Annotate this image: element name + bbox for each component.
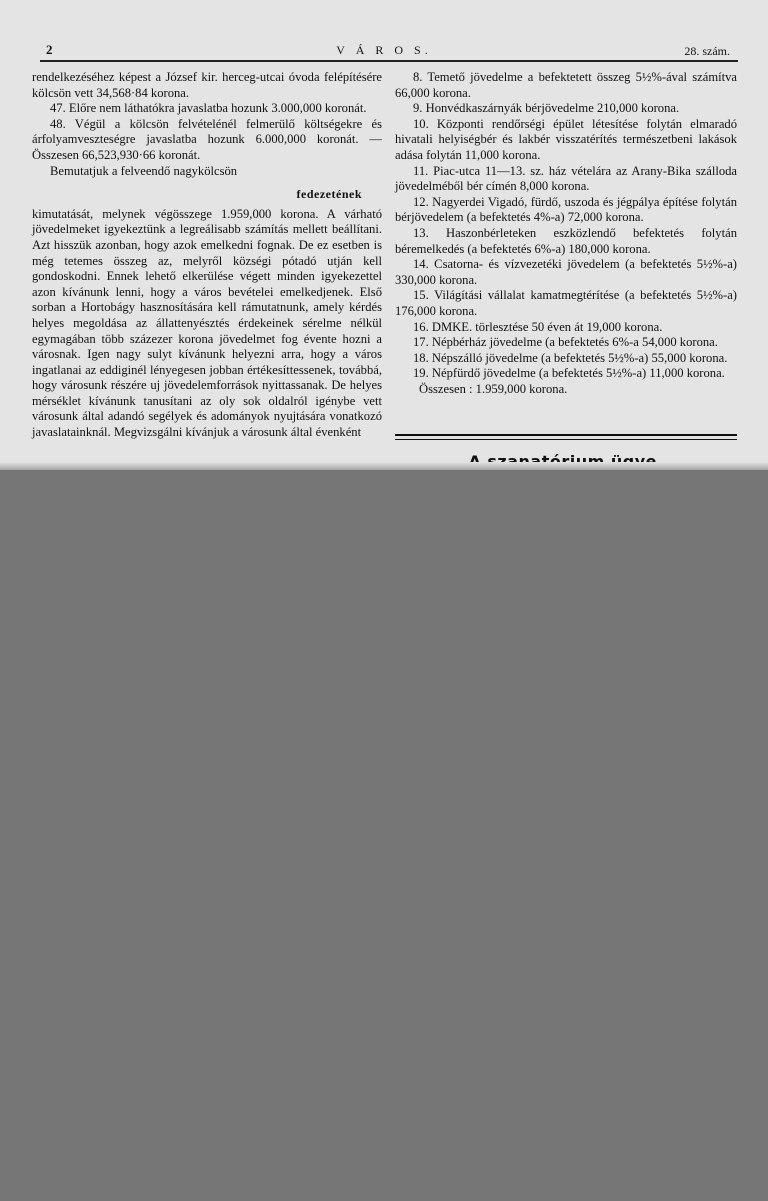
subheading: fedezetének	[296, 187, 362, 202]
redacted-area	[0, 470, 768, 1201]
list-item: 19. Népfürdő jövedelme (a befektetés 5½%-a) 11,000 korona.	[413, 366, 725, 381]
page-header	[30, 38, 738, 60]
section-divider	[395, 434, 737, 440]
list-item: 11. Piac-utca 11—13. sz. ház vételára az Arany-Bika szálloda jövedelméből bér címén 8,000 korona.	[395, 163, 737, 194]
list-item: 14. Csatorna- és vízvezetéki jövedelem (a befektetés 5½%-a) 330,000 korona.	[395, 257, 737, 287]
paragraph: Bemutatjuk a felveendő nagykölcsön	[50, 163, 238, 178]
list-item: 12. Nagyerdei Vigadó, fürdő, uszoda és jégpálya építése folytán bérjövedelem (a befektetés 4%-a) 72,000 korona.	[395, 194, 737, 225]
list-item: 10. Központi rendőrségi épület létesítése folytán elmaradó hivatali helyiségbér és lakbér visszatérítés természetbeni lakások adása folytán 11,000 korona.	[395, 116, 737, 162]
page-number: 2	[46, 42, 53, 57]
list-item: 13. Haszonbérleteken eszközlendő befektetés folytán béremelkedés (a befektetés 6%-a) 180,000 korona.	[395, 225, 737, 256]
list-item: 18. Népszálló jövedelme (a befektetés 5½%-a) 55,000 korona.	[413, 350, 728, 365]
masthead-title: V Á R O S.	[336, 43, 432, 57]
list-item: 9. Honvédkaszárnyák bérjövedelme 210,000 korona.	[413, 101, 680, 116]
total-line: Összesen : 1.959,000 korona.	[419, 381, 568, 396]
list-item: 15. Világítási vállalat kamatmegtérítése (a befektetés 5½%-a) 176,000 korona.	[395, 288, 737, 318]
list-item: 17. Népbérház jövedelme (a befektetés 6%-a 54,000 korona.	[413, 335, 718, 350]
paragraph: 48. Végül a kölcsön felvételénél felmerülő költségekre és árfolyamveszteségre javaslatba hozunk 6.000,000 koronát. — Összesen 66,523,930·66 koronát.	[32, 116, 382, 162]
body-paragraph: kimutatását, melynek végösszege 1.959,000 korona. A várható jövedelmeket igyekeztünk a legreálisabb számítás mellett beállítani. Azt hisszük azonban, hogy azok emelkedni fognak. De ez esetben is még tetemes összeg az, melyről községi pótadó utján kell gondoskodni. Ennek lehető elkerülése végett minden igyekezettel azon kívánunk lenni, hogy a város bevételei emelkedjenek. Első sorban a Hortobágy hasznosítására kell rámutatnunk, amely kérdés helyes megoldása az állattenyésztés érdekeinek sérelme nélkül egymagában több százezer korona jövedelmet fog évente hozni a városnak. Igen nagy sulyt kívánunk helyezni arra, hogy a város ingatlanai az eddiginél lényegesen jobban értékesíttessenek, továbbá, hogy városunk részére uj jövedelemforrások nyittassanak. De helyes mérséklet kívánunk tanusítani az oly sok oldalról igénybe vett városunk által adandó segélyek és adományok nyujtására vonatkozó javaslatainknál. Megvizsgálni kívánjuk a városunk által évenként	[32, 206, 382, 440]
right-column	[395, 70, 737, 397]
list-item: 8. Temető jövedelme a befektetett összeg 5½%-ával számítva 66,000 korona.	[395, 70, 737, 100]
paragraph: rendelkezéséhez képest a József kir. herceg-utcai óvoda felépítésére kölcsön vett 34,568·84 korona.	[32, 70, 382, 100]
issue-number: 28. szám.	[684, 44, 730, 58]
header-rule	[40, 60, 738, 62]
left-column	[32, 70, 382, 441]
paragraph: 47. Előre nem láthatókra javaslatba hozunk 3.000,000 koronát.	[50, 101, 367, 116]
list-item: 16. DMKE. törlesztése 50 éven át 19,000 korona.	[413, 319, 663, 334]
